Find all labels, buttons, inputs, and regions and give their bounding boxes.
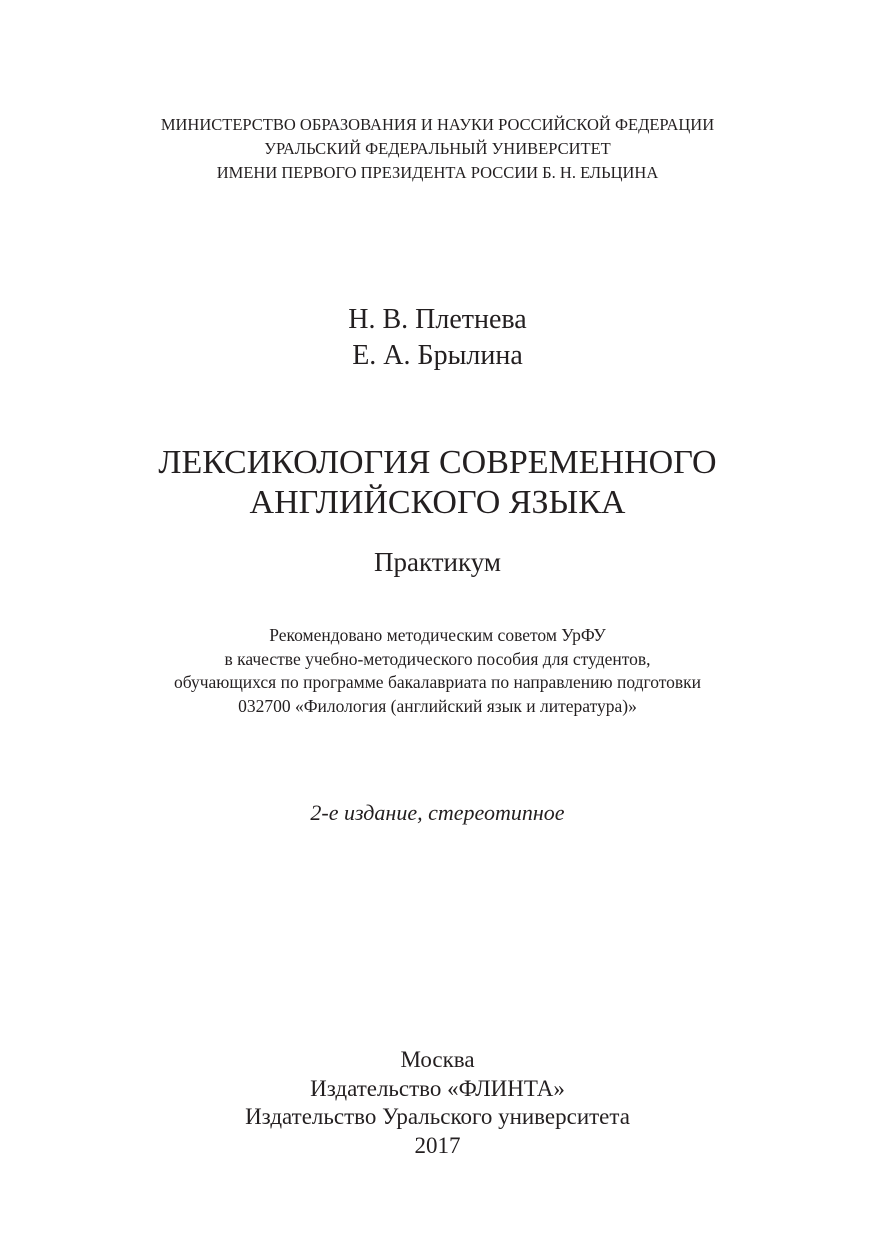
book-subtitle-text: Практикум [374, 547, 501, 577]
university-name-line: ИМЕНИ ПЕРВОГО ПРЕЗИДЕНТА РОССИИ Б. Н. ЕЛЬЦИНА [216, 163, 659, 182]
edition-note [0, 798, 875, 828]
institution-header [0, 113, 875, 185]
authors [0, 302, 875, 374]
recommendation-line: в качестве учебно-методического пособия для студентов, [224, 648, 651, 669]
imprint-publisher: Издательство «ФЛИНТА» [310, 1075, 565, 1101]
recommendation-line: 032700 «Филология (английский язык и литература)» [238, 695, 637, 716]
recommendation-note [0, 624, 875, 718]
book-title-line: ЛЕКСИКОЛОГИЯ СОВРЕМЕННОГО [158, 444, 717, 481]
imprint-city: Москва [400, 1047, 475, 1072]
book-title-line: АНГЛИЙСКОГО ЯЗЫКА [249, 484, 626, 521]
author-name: Е. А. Брылина [352, 340, 523, 371]
recommendation-line: обучающихся по программе бакалавриата по направлению подготовки [173, 672, 702, 692]
imprint [0, 1046, 875, 1160]
book-subtitle [0, 545, 875, 579]
imprint-publisher: Издательство Уральского университета [245, 1104, 630, 1129]
ministry-line: МИНИСТЕРСТВО ОБРАЗОВАНИЯ И НАУКИ РОССИЙСКОЙ ФЕДЕРАЦИИ [160, 115, 715, 134]
imprint-year: 2017 [414, 1132, 461, 1158]
book-title [0, 443, 875, 523]
edition-text: 2-е издание, стереотипное [310, 800, 565, 825]
university-line: УРАЛЬСКИЙ ФЕДЕРАЛЬНЫЙ УНИВЕРСИТЕТ [264, 139, 611, 158]
recommendation-line: Рекомендовано методическим советом УрФУ [269, 625, 606, 645]
author-name: Н. В. Плетнева [348, 304, 527, 335]
